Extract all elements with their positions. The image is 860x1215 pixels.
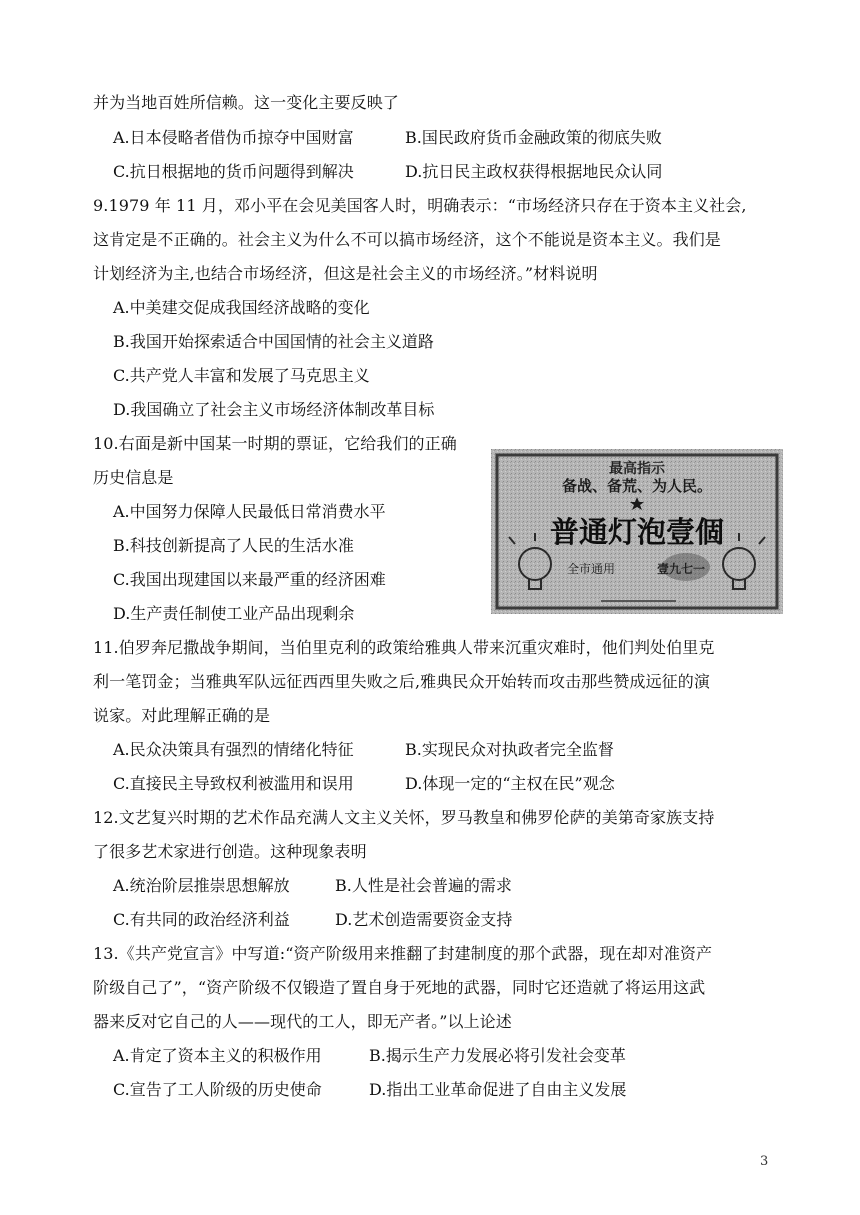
q9-option-a: A.中美建交促成我国经济战略的变化 — [113, 298, 370, 317]
q10-stem-line-2: 历史信息是 — [93, 468, 174, 487]
q11-option-d: D.体现一定的“主权在民”观念 — [405, 774, 615, 793]
q13-option-d: D.指出工业革命促进了自由主义发展 — [369, 1080, 627, 1099]
q11-stem-line-1: 11.伯罗奔尼撒战争期间，当伯里克利的政策给雅典人带来沉重灾难时，他们判处伯里克 — [93, 638, 715, 657]
q11-option-b: B.实现民众对执政者完全监督 — [405, 740, 614, 759]
q10-stem-line-1: 10.右面是新中国某一时期的票证，它给我们的正确 — [93, 434, 457, 453]
stamp-mark — [662, 553, 710, 581]
q12-option-d: D.艺术创造需要资金支持 — [335, 910, 513, 929]
q10-option-c: C.我国出现建国以来最严重的经济困难 — [113, 570, 386, 589]
q9-stem-line-3: 计划经济为主,也结合市场经济，但这是社会主义的市场经济。”材料说明 — [93, 264, 598, 283]
q10-option-d: D.生产责任制使工业产品出现剩余 — [113, 604, 355, 623]
q11-option-c: C.直接民主导致权利被滥用和误用 — [113, 774, 354, 793]
q11-stem-line-2: 利一笔罚金；当雅典军队远征西西里失败之后,雅典民众开始转而攻击那些赞成远征的演 — [93, 672, 710, 691]
q11-stem-line-3: 说家。对此理解正确的是 — [93, 706, 271, 725]
q9-stem-line-2: 这肯定是不正确的。社会主义为什么不可以搞市场经济，这个不能说是资本主义。我们是 — [93, 230, 721, 249]
page-number: 3 — [760, 1154, 769, 1169]
ticket-sub-left: 全市通用 — [566, 562, 616, 576]
ration-ticket-image — [491, 449, 783, 614]
q8-stem-tail: 并为当地百姓所信赖。这一变化主要反映了 — [93, 93, 399, 112]
ticket-slogan: 备战、备荒、为人民。 — [561, 477, 713, 495]
q13-stem-line-1: 13.《共产党宣言》中写道:“资产阶级用来推翻了封建制度的那个武器，现在却对准资产 — [93, 944, 713, 963]
q11-option-a: A.民众决策具有强烈的情绪化特征 — [113, 740, 354, 759]
q12-option-b: B.人性是社会普遍的需求 — [335, 876, 512, 895]
q8-option-c: C.抗日根据地的货币问题得到解决 — [113, 162, 354, 181]
q9-stem-line-1: 9.1979 年 11 月，邓小平在会见美国客人时，明确表示：“市场经济只存在于资本主义社会, — [93, 196, 747, 215]
q13-option-b: B.揭示生产力发展必将引发社会变革 — [369, 1046, 626, 1065]
q9-option-b: B.我国开始探索适合中国国情的社会主义道路 — [113, 332, 434, 351]
ticket-main-text: 普通灯泡壹個 — [549, 515, 725, 549]
q13-stem-line-3: 器来反对它自己的人——现代的工人，即无产者。”以上论述 — [93, 1012, 512, 1031]
q13-option-a: A.肯定了资本主义的积极作用 — [113, 1046, 322, 1065]
q9-option-c: C.共产党人丰富和发展了马克思主义 — [113, 366, 370, 385]
q10-option-b: B.科技创新提高了人民的生活水准 — [113, 536, 354, 555]
q12-option-a: A.统治阶层推崇思想解放 — [113, 876, 290, 895]
q13-option-c: C.宣告了工人阶级的历史使命 — [113, 1080, 322, 1099]
ticket-top-banner: 最高指示 — [609, 461, 665, 477]
q8-option-a: A.日本侵略者借伪币掠夺中国财富 — [113, 128, 354, 147]
q13-stem-line-2: 阶级自己了”，“资产阶级不仅锻造了置自身于死地的武器，同时它还造就了将运用这武 — [93, 978, 706, 997]
q12-stem-line-1: 12.文艺复兴时期的艺术作品充满人文主义关怀，罗马教皇和佛罗伦萨的美第奇家族支持 — [93, 808, 715, 827]
q12-stem-line-2: 了很多艺术家进行创造。这种现象表明 — [93, 842, 367, 861]
q9-option-d: D.我国确立了社会主义市场经济体制改革目标 — [113, 400, 435, 419]
ticket-sub-right: 壹九七一 — [656, 562, 706, 576]
q12-option-c: C.有共同的政治经济利益 — [113, 910, 290, 929]
q10-option-a: A.中国努力保障人民最低日常消费水平 — [113, 502, 386, 521]
q8-option-b: B.国民政府货币金融政策的彻底失败 — [405, 128, 662, 147]
q8-option-d: D.抗日民主政权获得根据地民众认同 — [405, 162, 663, 181]
